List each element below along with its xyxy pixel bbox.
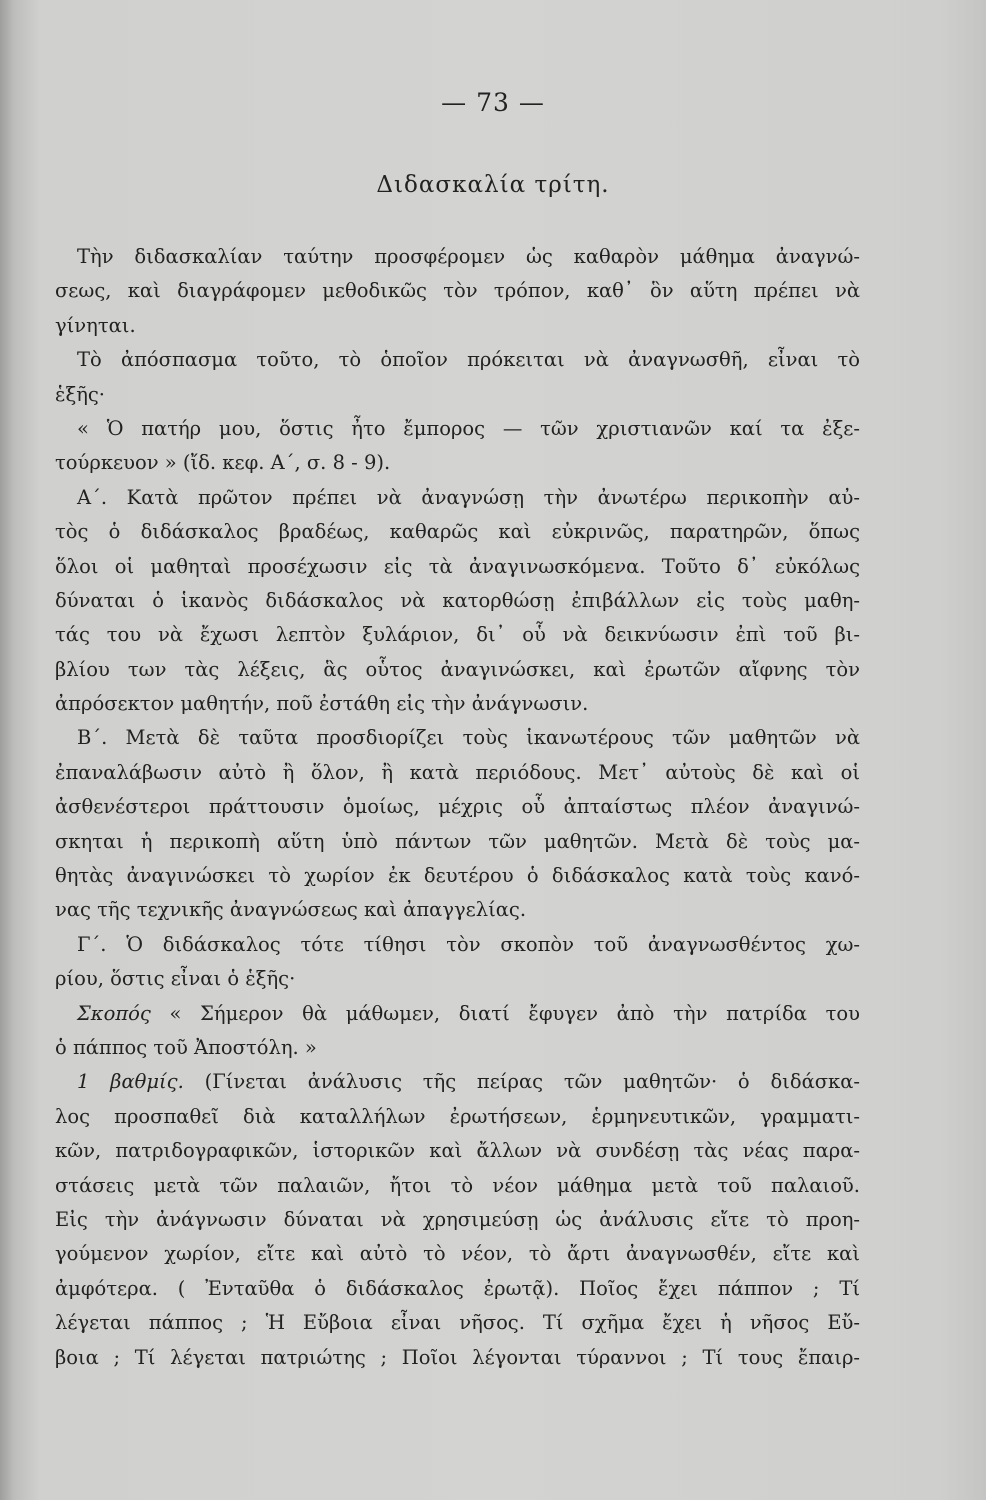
text-line: ὁ πάππος τοῦ Ἀποστόλη. »	[55, 1035, 317, 1059]
body-text	[55, 240, 860, 1375]
text-line: ἀσθενέστεροι πράττουσιν ὁμοίως, μέχρις οὗ ἀπταίστως πλέον ἀναγινώ-	[55, 795, 860, 819]
text-line: ἀμφότερα. ( Ἐνταῦθα ὁ διδάσκαλος ἐρωτᾷ). Ποῖος ἔχει πάππον ; Τί	[55, 1276, 860, 1300]
text-line: τάς του νὰ ἔχωσι λεπτὸν ξυλάριον, δι᾽ οὗ νὰ δεικνύωσιν ἐπὶ τοῦ βι-	[55, 623, 860, 647]
section-heading: Διδασκαλία τρίτη.	[376, 172, 610, 198]
text-line: γίνηται.	[55, 313, 136, 337]
text-line: Γ΄. Ὁ διδάσκαλος τότε τίθησι τὸν σκοπὸν τοῦ ἀναγνωσθέντος χω-	[77, 932, 860, 956]
text-line-rest: « Σήμερον θὰ μάθωμεν, διατί ἔφυγεν ἀπὸ τὴν πατρίδα του	[150, 1001, 860, 1025]
text-line	[55, 997, 860, 1031]
page-number: — 73 —	[441, 88, 545, 117]
text-line: ἐπαναλάβωσιν αὐτὸ ἢ ὅλον, ἢ κατὰ περιόδους. Μετ᾽ αὐτοὺς δὲ καὶ οἱ	[55, 760, 860, 784]
text-line: γούμενον χωρίον, εἴτε καὶ αὐτὸ τὸ νέον, τὸ ἄρτι ἀναγνωσθέν, εἴτε καὶ	[55, 1242, 860, 1266]
text-line: σεως, καὶ διαγράφομεν μεθοδικῶς τὸν τρόπον, καθ᾽ ὃν αὕτη πρέπει νὰ	[55, 279, 860, 303]
text-line: σκηται ἡ περικοπὴ αὕτη ὑπὸ πάντων τῶν μαθητῶν. Μετὰ δὲ τοὺς μα-	[55, 829, 860, 853]
text-line: τούρκευον » (ἴδ. κεφ. Α΄, σ. 8 - 9).	[55, 451, 391, 475]
text-line: ρίου, ὅστις εἶναι ὁ ἑξῆς·	[55, 967, 296, 991]
text-line: λος προσπαθεῖ διὰ καταλλήλων ἐρωτήσεων, ἑρμηνευτικῶν, γραμματι-	[55, 1104, 860, 1128]
text-line: κῶν, πατριδογραφικῶν, ἱστορικῶν καὶ ἄλλων νὰ συνδέσῃ τὰς νέας παρα-	[55, 1139, 860, 1163]
text-line: « Ὁ πατήρ μου, ὅστις ἦτο ἔμπορος — τῶν χριστιανῶν καί τα ἐξε-	[77, 416, 860, 440]
text-line: δύναται ὁ ἱκανὸς διδάσκαλος νὰ κατορθώσῃ ἐπιβάλλων εἰς τοὺς μαθη-	[55, 588, 860, 612]
text-line: Α΄. Κατὰ πρῶτον πρέπει νὰ ἀναγνώσῃ τὴν ἀνωτέρω περικοπὴν αὐ-	[77, 485, 860, 509]
text-line: λέγεται πάππος ; Ἡ Εὔβοια εἶναι νῆσος. Τί σχῆμα ἔχει ἡ νῆσος Εὔ-	[55, 1311, 860, 1335]
text-line: τὸς ὁ διδάσκαλος βραδέως, καθαρῶς καὶ εὐκρινῶς, παρατηρῶν, ὅπως	[55, 520, 860, 544]
text-line: νας τῆς τεχνικῆς ἀναγνώσεως καὶ ἀπαγγελίας.	[55, 898, 527, 922]
text-line: ἀπρόσεκτον μαθητήν, ποῦ ἐστάθη εἰς τὴν ἀνάγνωσιν.	[55, 692, 589, 716]
text-line: βοια ; Τί λέγεται πατριώτης ; Ποῖοι λέγονται τύραννοι ; Τί τους ἔπαιρ-	[55, 1345, 860, 1369]
text-line: Τὸ ἀπόσπασμα τοῦτο, τὸ ὁποῖον πρόκειται νὰ ἀναγνωσθῆ, εἶναι τὸ	[77, 348, 860, 372]
text-line: Β΄. Μετὰ δὲ ταῦτα προσδιορίζει τοὺς ἱκανωτέρους τῶν μαθητῶν νὰ	[77, 726, 860, 750]
text-line: Τὴν διδασκαλίαν ταύτην προσφέρομεν ὡς καθαρὸν μάθημα ἀναγνώ-	[77, 245, 860, 268]
italic-label: Σκοπός	[77, 1001, 151, 1025]
italic-label: 1 βαθμίς.	[77, 1070, 184, 1094]
text-line-rest: (Γίνεται ἀνάλυσις τῆς πείρας τῶν μαθητῶν· ὁ διδάσκα-	[183, 1070, 860, 1094]
text-line: στάσεις μετὰ τῶν παλαιῶν, ἤτοι τὸ νέον μάθημα μετὰ τοῦ παλαιοῦ.	[55, 1173, 860, 1197]
text-line: ἑξῆς·	[55, 382, 106, 406]
text-line: Εἰς τὴν ἀνάγνωσιν δύναται νὰ χρησιμεύσῃ ὡς ἀνάλυσις εἴτε τὸ προη-	[55, 1207, 860, 1231]
text-line: βλίου των τὰς λέξεις, ἃς οὗτος ἀναγινώσκει, καὶ ἐρωτῶν αἴφνης τὸν	[55, 657, 860, 681]
text-line: θητὰς ἀναγινώσκει τὸ χωρίον ἐκ δευτέρου ὁ διδάσκαλος κατὰ τοὺς κανό-	[55, 864, 860, 888]
text-line: ὅλοι οἱ μαθηταὶ προσέχωσιν εἰς τὰ ἀναγινωσκόμενα. Τοῦτο δ᾽ εὐκόλως	[55, 554, 860, 578]
text-line	[55, 1065, 860, 1099]
